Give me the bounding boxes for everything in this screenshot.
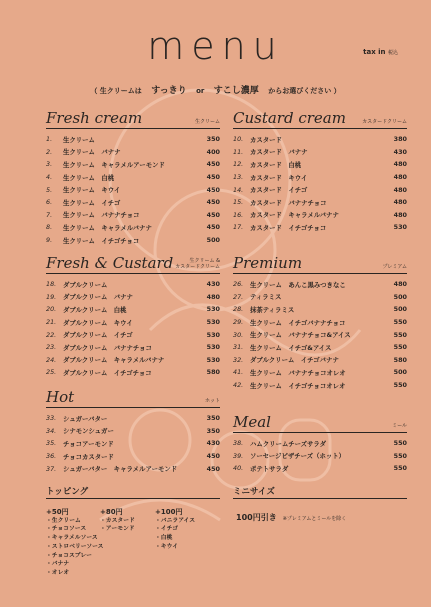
item-number: 24. [46, 355, 57, 364]
item-price: 450 [206, 198, 220, 207]
menu-item [46, 196, 220, 209]
menu-item [46, 425, 220, 438]
topping-group-80 [100, 508, 135, 534]
section-fresh-custard [46, 253, 220, 379]
item-name: カスタード [250, 135, 282, 144]
item-price: 350 [206, 414, 220, 423]
page-title: menu [147, 24, 284, 68]
item-name: カスタード 白桃 [250, 160, 302, 169]
menu-item [46, 366, 220, 379]
item-name: ダブルクリーム キャラメルバナナ [63, 356, 165, 365]
tax-label: tax in 税込 [363, 48, 398, 56]
item-price: 450 [206, 173, 220, 182]
item-number: 19. [46, 292, 57, 301]
topping-item: ・チョコソース [46, 526, 87, 533]
item-price: 480 [393, 210, 407, 219]
item-price: 480 [393, 198, 407, 207]
item-number: 1. [46, 135, 53, 144]
section-header [46, 387, 220, 408]
item-name: ソーセージピザチーズ（ホット） [250, 452, 346, 461]
menu-item [233, 354, 407, 367]
topping-item: ・バナナ [46, 561, 70, 568]
section-custard-cream [233, 108, 407, 234]
section-title: Custard cream [233, 109, 346, 127]
topping-item: ・キャラメルソース [46, 535, 98, 542]
item-name: 生クリーム キャラメルアーモンド [63, 160, 165, 169]
mini-size-title: ミニサイズ [233, 487, 275, 497]
topping-item: ・チョコスプレー [46, 552, 92, 559]
item-number: 20. [46, 305, 57, 314]
section-subtitle: 生クリーム & カスタードクリーム [175, 258, 220, 270]
item-number: 38. [233, 439, 244, 448]
item-price: 530 [206, 305, 220, 314]
menu-item [46, 133, 220, 146]
item-name: 生クリーム イチゴ&アイス [250, 343, 332, 352]
item-name: シナモンシュガー [63, 427, 114, 436]
toppings-divider [46, 498, 220, 499]
item-price: 500 [393, 292, 407, 301]
item-number: 10. [233, 135, 244, 144]
item-number: 30. [233, 330, 244, 339]
item-name: 生クリーム [63, 135, 95, 144]
item-number: 3. [46, 160, 53, 169]
menu-item [46, 183, 220, 196]
menu-item [233, 171, 407, 184]
topping-item: ・生クリーム [46, 517, 81, 524]
item-number: 41. [233, 368, 244, 377]
section-title: Fresh cream [46, 109, 143, 127]
mini-size-divider [233, 498, 407, 499]
item-name: カスタード キウイ [250, 173, 308, 182]
item-number: 42. [233, 381, 244, 390]
item-price: 450 [206, 452, 220, 461]
menu-item [233, 146, 407, 159]
menu-item [46, 278, 220, 291]
section-title: Hot [46, 388, 75, 406]
item-number: 2. [46, 147, 53, 156]
item-number: 37. [46, 464, 57, 473]
topping-item: ・アーモンド [100, 526, 135, 533]
section-subtitle: プレミアム [382, 264, 407, 270]
item-price: 550 [393, 381, 407, 390]
item-number: 11. [233, 147, 244, 156]
menu-item [46, 450, 220, 463]
item-name: ダブルクリーム キウイ [63, 318, 133, 327]
topping-item: ・白桃 [155, 535, 173, 542]
section-meal [233, 412, 407, 475]
item-price: 400 [206, 147, 220, 156]
item-name: 抹茶ティラミス [250, 305, 295, 314]
item-price: 430 [206, 439, 220, 448]
menu-item [46, 146, 220, 159]
menu-item [233, 278, 407, 291]
topping-item: ・オレオ [46, 569, 70, 576]
item-name: カスタード キャラメルバナナ [250, 211, 339, 220]
item-name: 生クリーム バナナチョコ&アイス [250, 331, 351, 340]
topping-item: ・キウイ [155, 543, 179, 550]
menu-item [46, 234, 220, 247]
item-price: 530 [393, 223, 407, 232]
item-name: ダブルクリーム イチゴ [63, 331, 133, 340]
item-price: 480 [393, 160, 407, 169]
item-price: 350 [206, 426, 220, 435]
item-number: 32. [233, 355, 244, 364]
item-price: 450 [206, 210, 220, 219]
item-number: 39. [233, 451, 244, 460]
item-name: 生クリーム バナナチョコ [63, 211, 140, 220]
item-number: 4. [46, 173, 53, 182]
menu-item [46, 437, 220, 450]
topping-item: ・バニラアイス [155, 517, 195, 524]
menu-item [233, 437, 407, 450]
item-name: 生クリーム イチゴバナナチョコ [250, 318, 346, 327]
section-header [46, 253, 220, 274]
item-name: カスタード イチゴ [250, 186, 308, 195]
item-number: 18. [46, 280, 57, 289]
menu-item [46, 316, 220, 329]
item-price: 580 [393, 355, 407, 364]
item-name: ティラミス [250, 293, 282, 302]
item-price: 550 [393, 343, 407, 352]
topping-group-100 [155, 508, 195, 552]
item-price: 530 [206, 318, 220, 327]
topping-price: +80円 [100, 508, 123, 516]
section-header [233, 412, 407, 433]
menu-item [233, 450, 407, 463]
item-name: 生クリーム バナナ [63, 148, 121, 157]
item-number: 8. [46, 223, 53, 232]
topping-item: ・ストロベリーソース [46, 543, 104, 550]
cream-choice-note: （ 生クリームは すっきり or すこし濃厚 からお選びください ） [90, 86, 341, 96]
section-title: Meal [233, 413, 271, 431]
item-number: 22. [46, 330, 57, 339]
item-price: 480 [206, 292, 220, 301]
menu-item [46, 462, 220, 475]
menu-item [233, 291, 407, 304]
item-name: ダブルクリーム バナナ [63, 293, 133, 302]
item-name: 生クリーム イチゴチョコ [63, 236, 140, 245]
item-price: 480 [393, 173, 407, 182]
item-name: 生クリーム バナナチョコオレオ [250, 368, 346, 377]
item-number: 29. [233, 318, 244, 327]
item-number: 31. [233, 343, 244, 352]
item-number: 7. [46, 210, 53, 219]
menu-item [46, 303, 220, 316]
item-number: 34. [46, 426, 57, 435]
section-header [233, 108, 407, 129]
menu-item [233, 209, 407, 222]
section-header [46, 108, 220, 129]
item-name: ダブルクリーム 白桃 [63, 305, 127, 314]
item-name: シュガーバター [63, 414, 108, 423]
mini-size-discount: 100円引き ※プレミアムとミールを除く [236, 513, 347, 522]
topping-price: +50円 [46, 508, 69, 516]
item-name: 生クリーム イチゴ [63, 198, 121, 207]
item-name: ダブルクリーム イチゴバナナ [250, 356, 339, 365]
item-name: カスタード イチゴチョコ [250, 223, 327, 232]
item-price: 430 [393, 147, 407, 156]
item-number: 26. [233, 280, 244, 289]
item-price: 480 [393, 280, 407, 289]
item-name: ポテトサラダ [250, 464, 289, 473]
item-number: 40. [233, 464, 244, 473]
item-price: 450 [206, 223, 220, 232]
item-price: 500 [206, 236, 220, 245]
item-price: 430 [206, 280, 220, 289]
item-name: 生クリーム イチゴチョコオレオ [250, 381, 346, 390]
menu-item [233, 328, 407, 341]
menu-item [46, 209, 220, 222]
item-number: 36. [46, 452, 57, 461]
item-number: 33. [46, 414, 57, 423]
item-price: 550 [393, 451, 407, 460]
topping-group-50 [46, 508, 103, 578]
section-subtitle: 生クリーム [194, 119, 220, 125]
item-name: ダブルクリーム イチゴチョコ [63, 368, 152, 377]
toppings-title: トッピング [46, 487, 89, 497]
menu-item [46, 412, 220, 425]
menu-item [233, 462, 407, 475]
menu-item [233, 316, 407, 329]
item-name: ダブルクリーム バナナチョコ [63, 343, 152, 352]
menu-item [46, 171, 220, 184]
menu-item [233, 133, 407, 146]
item-name: ハムクリームチーズサラダ [250, 439, 327, 448]
menu-item [46, 291, 220, 304]
item-price: 450 [206, 464, 220, 473]
menu-item [233, 341, 407, 354]
item-price: 550 [393, 439, 407, 448]
item-price: 550 [393, 318, 407, 327]
item-name: カスタード バナナチョコ [250, 198, 327, 207]
item-name: 生クリーム キウイ [63, 186, 121, 195]
section-hot [46, 387, 220, 475]
menu-item [233, 196, 407, 209]
item-price: 500 [393, 305, 407, 314]
menu-item [233, 303, 407, 316]
item-price: 380 [393, 135, 407, 144]
item-price: 530 [206, 330, 220, 339]
item-price: 550 [393, 330, 407, 339]
section-fresh-cream [46, 108, 220, 246]
section-subtitle: カスタードクリーム [362, 119, 407, 125]
section-title: Fresh & Custard [46, 254, 174, 272]
item-price: 530 [206, 343, 220, 352]
menu-item [233, 379, 407, 392]
menu-item [46, 328, 220, 341]
item-number: 35. [46, 439, 57, 448]
menu-item [233, 366, 407, 379]
menu-item [46, 341, 220, 354]
item-name: チョコアーモンド [63, 439, 114, 448]
item-number: 27. [233, 292, 244, 301]
item-number: 28. [233, 305, 244, 314]
menu-item [46, 354, 220, 367]
item-number: 6. [46, 198, 53, 207]
item-price: 530 [206, 355, 220, 364]
item-name: カスタード バナナ [250, 148, 308, 157]
section-header [233, 253, 407, 274]
item-number: 17. [233, 223, 244, 232]
item-number: 25. [46, 368, 57, 377]
item-number: 16. [233, 210, 244, 219]
item-name: 生クリーム 白桃 [63, 173, 115, 182]
item-price: 500 [393, 368, 407, 377]
menu-item [233, 158, 407, 171]
item-price: 450 [206, 185, 220, 194]
item-number: 13. [233, 173, 244, 182]
item-price: 550 [393, 464, 407, 473]
item-name: 生クリーム あんこ黒みつきなこ [250, 280, 346, 289]
section-subtitle: ホット [204, 398, 220, 404]
item-name: 生クリーム キャラメルバナナ [63, 223, 152, 232]
topping-price: +100円 [155, 508, 183, 516]
item-number: 21. [46, 318, 57, 327]
menu-item [46, 221, 220, 234]
item-number: 12. [233, 160, 244, 169]
topping-item: ・イチゴ [155, 526, 178, 533]
item-price: 580 [206, 368, 220, 377]
item-price: 480 [393, 185, 407, 194]
item-name: ダブルクリーム [63, 280, 108, 289]
item-number: 15. [233, 198, 244, 207]
section-title: Premium [233, 254, 303, 272]
menu-item [233, 183, 407, 196]
item-number: 14. [233, 185, 244, 194]
item-number: 9. [46, 236, 53, 245]
section-premium [233, 253, 407, 391]
item-number: 5. [46, 185, 53, 194]
menu-item [233, 221, 407, 234]
item-price: 450 [206, 160, 220, 169]
topping-item: ・カスタード [100, 517, 135, 524]
section-subtitle: ミール [392, 423, 407, 429]
menu-item [46, 158, 220, 171]
item-name: チョコカスタード [63, 452, 114, 461]
item-price: 350 [206, 135, 220, 144]
item-number: 23. [46, 343, 57, 352]
item-name: シュガーバター キャラメルアーモンド [63, 465, 178, 474]
